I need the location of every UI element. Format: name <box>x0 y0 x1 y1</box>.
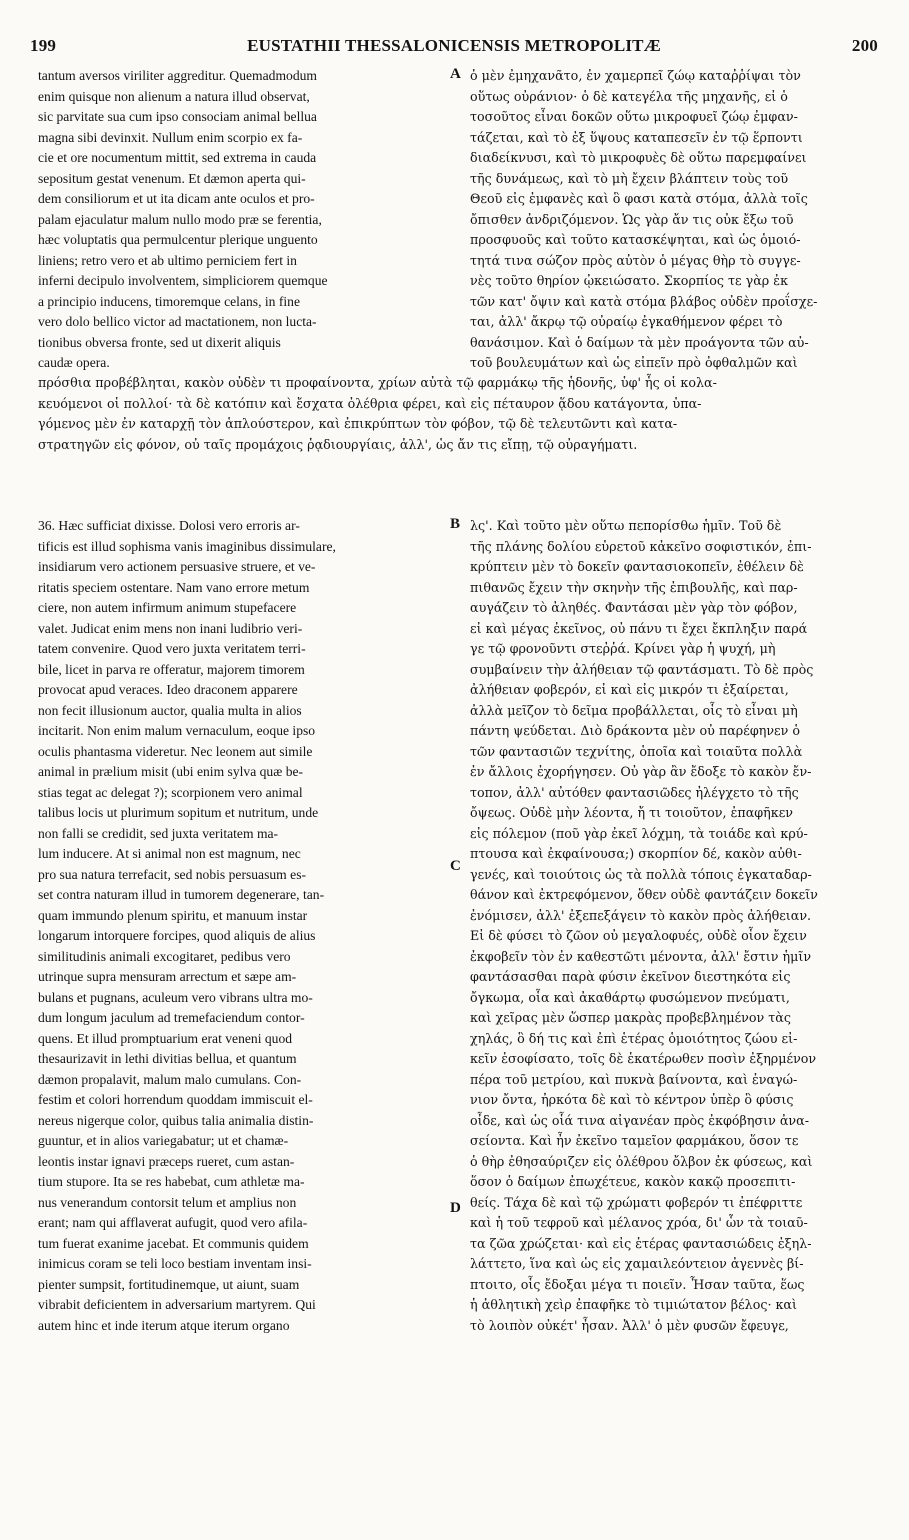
greek-line: νιον ὄντα, ἠρκότα δὲ καὶ τὸ κέντρον ὑπὲρ ὃ φύσις <box>470 1092 794 1107</box>
greek-line: συμβαίνειν τὴν ἀλήθειαν τῷ φαντάσματι. Τὸ δὲ πρὸς <box>470 661 814 677</box>
greek-line: λς'. Καὶ τοῦτο μὲν οὕτω πεπορίσθω ἡμῖν. Τοῦ δὲ <box>470 518 782 533</box>
latin-line: dem consiliorum et ut ita dicam ante oculos et pro- <box>38 191 315 206</box>
latin-line: inimicus coram se teli loco bestiam inventam insi- <box>38 1256 312 1271</box>
greek-line: ἐνόμισεν, ἀλλ' ἐξεπεξάγειν τὸ κακὸν πρὸς ἀλήθειαν. <box>470 907 812 923</box>
greek-line: προσφυοῦς καὶ τοῦτο κατασκέψηται, καὶ ὡς ὁμοιό- <box>470 232 801 247</box>
latin-line: cie et ore nocumentum mittit, sed extrema in cauda <box>38 150 317 165</box>
latin-line: a principio inducens, timoremque celans, in fine <box>38 293 300 309</box>
greek-line: πάντη ψεύδεται. Διὸ δράκοντα μὲν οὐ παρέφηνεν ὁ <box>470 723 800 738</box>
greek-line: ἀλλὰ μεῖζον τὸ δεῖμα προβάλλεται, οἷς τὸ εἶναι μὴ <box>470 702 798 718</box>
section-marker-b: B <box>450 516 461 532</box>
latin-line: ciere, non autem infirmum animum stupefacere <box>38 600 297 615</box>
greek-line: καὶ ἡ τοῦ τεφροῦ καὶ μέλανος χρόα, δι' ὧν τὰ τοιαῦ- <box>470 1215 808 1230</box>
latin-line: quam immundo plenum spiritu, et manuum instar <box>38 907 308 923</box>
latin-line: liniens; retro vero et ab ultimo perniciem fert in <box>38 252 297 268</box>
greek-line: Θεοῦ εἰς ἐμφανὲς καὶ ὃ φασι κατὰ στόμα, ἀλλὰ τοῖς <box>470 191 808 206</box>
greek-line: νὲς τοῦτο θηρίον ᾠκειώσατο. Σκορπίος τε γὰρ ἐκ <box>470 273 788 288</box>
latin-line: tium stupore. Ita se res habebat, cum athletæ ma- <box>38 1174 305 1189</box>
latin-line: non falli se credidit, sed juxta veritatem ma- <box>38 825 279 841</box>
latin-line: incitarit. Non enim malum vernaculum, eoque ipso <box>38 723 316 738</box>
greek-line: ὁ μὲν ἐμηχανᾶτο, ἐν χαμερπεῖ ζώῳ καταῤῥίψαι τὸν <box>470 68 801 83</box>
greek-line: ἐκφοβεῖν τὸν ἐν καθεστῶτι μένοντα, ἀλλ' ἔστιν ἡμῖν <box>470 948 812 964</box>
latin-line: non fecit illusionum auctor, qualia multa in alios <box>38 702 302 718</box>
latin-line: palam ejaculatur malum nullo modo præ se ferentia, <box>38 211 322 227</box>
latin-line: vero dolo bellico victor ad mactationem, non lucta- <box>38 314 317 329</box>
page-number-right: 200 <box>851 36 878 55</box>
greek-line: πτουσα καὶ ἐκφαίνουσα;) σκορπίον δέ, κακὸν αὐθι- <box>470 846 802 861</box>
greek-line: θείς. Τάχα δὲ καὶ τῷ χρώματι φοβερόν τι ἐπέφριττε <box>470 1194 803 1210</box>
latin-line: pienter sumpsit, fortitudinemque, ut aiunt, suam <box>38 1276 300 1292</box>
greek-line: ἡ ἀθλητικὴ χεὶρ ἐπαφῆκε τὸ τιμιώτατον βέλος· καὶ <box>470 1297 797 1312</box>
latin-line: tificis est illud sophisma vanis imaginibus dissimulare, <box>38 538 336 554</box>
latin-line: ritatis speciem ostentare. Nam vano errore metum <box>38 579 310 595</box>
greek-line: ὁ θὴρ ἐθησαύριζεν εἰς ὀλέθρου ὄλβον ἐκ φύσεως, καὶ <box>470 1153 813 1169</box>
greek-line: γενές, καὶ τοιούτοις ὡς τὰ πολλὰ τόποις ἐγκαταδαρ- <box>470 866 812 882</box>
latin-line: insidiarum vero actionem persuasive struere, et ve- <box>38 559 316 574</box>
greek-full-line: πρόσθια προβέβληται, κακὸν οὐδὲν τι προφαίνοντα, χρίων αὐτὰ τῷ φαρμάκῳ τῆς ἡδονῆς, ὑφ' ἧς οἱ κολα- <box>38 375 717 390</box>
latin-line: thesaurizavit in lethi divitias bellua, et quantum <box>38 1051 297 1066</box>
greek-line: τητά τινα σώζον πρὸς αὐτὸν ὁ μέγας θὴρ τὸ συγγε- <box>470 252 801 268</box>
latin-line: tum fuerat exanime jacebat. Et communis quidem <box>38 1235 309 1251</box>
greek-full-line: γόμενος μὲν ἐν καταρχῇ τὸν ἁπλούστερον, καὶ ἐπικρύπτων τὸν φόβον, τῷ δὲ τελευτῶντι καὶ κατα- <box>38 416 678 431</box>
greek-line: αυγάζειν τὸ ἀληθές. Φαντάσαι μὲν γὰρ τὸν φόβον, <box>470 600 798 615</box>
greek-line: τῶν κατ' ὄψιν καὶ κατὰ στόμα βλάβος οὐδὲν προΐσχε- <box>470 293 818 309</box>
latin-line: tantum aversos viriliter aggreditur. Quemadmodum <box>38 68 317 83</box>
latin-line: tionibus obversa fronte, sed ut dixerit aliquis <box>38 334 281 350</box>
greek-column-top <box>470 66 876 374</box>
latin-line: tatem convenire. Quod vero juxta veritatem terri- <box>38 641 306 656</box>
greek-line: εἰς πόλεμον (ποῦ γὰρ ἐκεῖ λόχμη, τὰ τοιάδε καὶ κρύ- <box>470 825 808 841</box>
greek-line: τα ζῶα χρώζεται· καὶ εἰς ἑτέρας φαντασιώδεις ἐξηλ- <box>470 1235 812 1251</box>
greek-line: πέρα τοῦ μετρίου, καὶ πυκνὰ βαίνοντα, καὶ ἐναγώ- <box>470 1071 798 1087</box>
greek-line: τῆς πλάνης δολίου εὑρετοῦ κἀκεῖνο σοφιστικόν, ἐπι- <box>470 538 812 554</box>
greek-line: τοῦ βουλευμάτων καὶ ὡς εἰπεῖν πρὸ ὀφθαλμῶν καὶ <box>470 355 798 370</box>
latin-line: animal in prælium misit (ubi enim sylva quæ be- <box>38 764 304 779</box>
latin-column-top <box>38 66 444 374</box>
latin-line: caudæ opera. <box>38 355 110 370</box>
greek-full-line: στρατηγῶν εἰς φόνον, οὐ ταῖς προμάχοις ῥᾳδιουργίαις, ἀλλ', ὡς ἄν τις εἴπῃ, τῷ οὐραγήματι. <box>38 436 638 452</box>
greek-line: ἐν ἄλλοις ἐχορήγησεν. Οὐ γὰρ ἂν ἔδοξε τὸ κακὸν ἔν- <box>470 764 812 779</box>
latin-line: bulans et pugnans, aculeum vero vibrans ultra mo- <box>38 989 313 1005</box>
running-title: EUSTATHII THESSALONICENSIS METROPOLITÆ <box>247 36 661 55</box>
greek-line: λάττετο, ἵνα καὶ ὡς εἰς χαμαιλεόντειον ἀγεννὲς βί- <box>470 1256 804 1271</box>
latin-line: enim quisque non alienum a natura illud observat, <box>38 88 310 104</box>
greek-line: τοσοῦτος εἶναι δοκῶν οὕτω μικροφυεῖ ζώῳ ἐμφαν- <box>470 109 798 124</box>
latin-line: talibus locis ut plurimum sopitum et nutritum, unde <box>38 805 319 820</box>
greek-line: χηλάς, ὃ δή τις καὶ ἐπὶ ἑτέρας ὁμοιότητος ζώου εἰ- <box>470 1030 798 1046</box>
latin-line: quens. Et illud promptuarium erat veneni quod <box>38 1030 293 1046</box>
greek-line: καὶ χεῖρας μὲν ὥσπερ μακρὰς προβεβλημένον τὰς <box>470 1010 791 1025</box>
greek-line: τῶν φαντασιῶν τεχνίτης, ὁποῖα καὶ τοιαῦτα πολλὰ <box>470 743 803 759</box>
greek-line: ὅσον ὁ δαίμων ἐπωχέτευε, κακὸν κακῷ προσεπιτι- <box>470 1174 796 1189</box>
latin-line: leontis instar ignavi præceps rueret, cum astan- <box>38 1153 295 1169</box>
latin-line: bile, licet in parva re offeratur, majorem timorem <box>38 661 305 677</box>
greek-line: πτοιτο, οἷς ἔδοξαι μέγα τι ποιεῖν. Ἦσαν ταῦτα, ἕως <box>470 1276 805 1292</box>
latin-line: similitudinis animali excogitaret, pedibus vero <box>38 948 291 964</box>
greek-line: κρύπτειν μὲν τὸ δοκεῖν φαντασιοκοπεῖν, ἐθέλειν δὲ <box>470 559 804 574</box>
greek-line: θάνον καὶ ἐκτρεφόμενον, ὅθεν οὐδὲ φαντάζειν δοκεῖν <box>470 887 818 902</box>
running-header <box>30 36 878 60</box>
latin-line: autem hinc et inde iterum atque iterum organo <box>38 1317 290 1333</box>
latin-line: set contra naturam illud in tumorem degenerare, tan- <box>38 887 325 902</box>
greek-line: σείοντα. Καὶ ἦν ἐκεῖνο ταμεῖον φαρμάκου, ὅσον τε <box>470 1133 799 1148</box>
latin-line: pro sua natura terrefacit, sed nobis persuasum es- <box>38 866 307 882</box>
latin-line: lum inducere. At si animal non est magnum, nec <box>38 846 301 861</box>
greek-line: εἰ καὶ μέγας ἐκεῖνος, οὐ πάνυ τι ἔχει ἔκπληξιν παρά <box>470 620 808 636</box>
greek-line: πιθανῶς ἔχειν τὴν σκηνὴν τῆς ἐπιβουλῆς, καὶ παρ- <box>470 579 798 595</box>
latin-line: longarum intorquere forcipes, quod aliquis de alius <box>38 928 316 943</box>
greek-column-bottom <box>470 516 876 1336</box>
latin-line: nereus nigerque color, quibus talia animalia distin- <box>38 1112 314 1128</box>
latin-line: erant; nam qui afflaverat aufugit, quod vero afila- <box>38 1215 308 1230</box>
latin-line: oculis phantasma videretur. Nec leonem aut simile <box>38 743 313 759</box>
latin-line: valet. Judicat enim mens non inani ludibrio veri- <box>38 620 303 636</box>
latin-line: stias tegat ac delegat ?); scorpionem vero animal <box>38 784 303 800</box>
greek-line: οἶδε, καὶ ὡς οἷά τινα αἰγανέαν πρὸς ἐκφόβησιν ἀνα- <box>470 1112 809 1128</box>
latin-line: magna sibi devinxit. Nullum enim scorpio ex fa- <box>38 129 303 145</box>
greek-line: ται, ἀλλ' ἄκρῳ τῷ οὐραίῳ ἐγκαθήμενον φέρει τὸ <box>470 314 783 329</box>
latin-line: guuntur, et in alios variegabatur; ut et chamæ- <box>38 1133 289 1148</box>
greek-full-width-paragraph <box>38 373 876 455</box>
greek-line: ἀλήθειαν φοβερόν, εἰ καὶ εἰς μικρόν τι ἐξαίρεται, <box>470 682 789 697</box>
greek-line: τάζεται, καὶ τὸ ἐξ ὕψους καταπεσεῖν ἐν τῷ ἕρποντι <box>470 129 803 145</box>
greek-line: φαντάσασθαι παρὰ φύσιν ἐκεῖνον διεστηκότα εἰς <box>470 969 791 984</box>
section-marker-c: C <box>450 858 461 874</box>
latin-line: festim et colori horrendum quoddam immiscuit el- <box>38 1092 313 1107</box>
latin-line: hæc voluptatis qua permulcentur plerique unguento <box>38 232 318 247</box>
greek-line: Εἰ δὲ φύσει τὸ ζῶον οὐ μεγαλοφυές, οὐδὲ οἷον ἔχειν <box>470 928 807 943</box>
latin-line: nus venerandum contorsit telum et amplius non <box>38 1194 297 1210</box>
greek-line: διαδείκνυσι, καὶ τὸ μικροφυὲς δὲ οὕτω παρεμφαίνει <box>470 150 807 165</box>
greek-line: τὸ λοιπὸν οὐκέτ' ἦσαν. Ἀλλ' ὁ μὲν φυσῶν ἔφευγε, <box>470 1317 789 1333</box>
section-marker-d: D <box>450 1200 461 1216</box>
greek-line: γε τῷ φρονοῦντι στεῤῥά. Κρίνει γὰρ ἡ ψυχή, μὴ <box>470 641 776 656</box>
page-number-left: 199 <box>30 36 57 55</box>
latin-line: sepositum gestat venenum. Et dæmon aperta qui- <box>38 170 306 186</box>
latin-column-bottom <box>38 516 444 1336</box>
greek-line: ὄγκωμα, οἷα καὶ ἀκαθάρτῳ φυσώμενον πνεύματι, <box>470 989 790 1005</box>
greek-line: κεῖν ἐσοφίσατο, τοῖς δὲ ἑκατέρωθεν ποσὶν ἐξηρμένον <box>470 1051 817 1066</box>
latin-line: provocat apud veraces. Ideo draconem apparere <box>38 682 298 697</box>
greek-line: ὄπισθεν ἀνδριζόμενον. Ὡς γὰρ ἄν τις οὐκ ἔξω τοῦ <box>470 211 794 227</box>
latin-line: utrinque supra mensuram arrectum et sæpe am- <box>38 969 297 984</box>
section-marker-a: A <box>450 66 461 82</box>
greek-full-line: κευόμενοι οἱ πολλοί· τὰ δὲ κατόπιν καὶ ἔσχατα ὀλέθρια φέρει, καὶ εἰς πέταυρον ᾅδου κατάγοντα, ὑπα- <box>38 395 702 411</box>
latin-line: 36. Hæc sufficiat dixisse. Dolosi vero erroris ar- <box>38 518 300 533</box>
latin-line: inferni decipulo involventem, simpliciorem quemque <box>38 273 328 288</box>
greek-line: θανάσιμον. Καὶ ὁ δαίμων τὰ μὲν προάγοντα τῶν αὐ- <box>470 334 809 350</box>
latin-line: dum longum jaculum ad tremefaciendum contor- <box>38 1010 305 1025</box>
latin-line: dæmon propalavit, malum malo cumulans. Con- <box>38 1071 302 1087</box>
latin-line: vibrabit deficientem in adversarium martyrem. Qui <box>38 1297 316 1312</box>
greek-line: τοπον, ἀλλ' αὐτόθεν φαντασιῶδες ἠλέγχετο τὸ τῆς <box>470 784 799 800</box>
greek-line: τῆς δυνάμεως, καὶ τὸ μὴ ἔχειν βλάπτειν τοὺς τοῦ <box>470 170 789 186</box>
latin-line: sic parvitate sua cum ipso consociam animal bellua <box>38 109 317 124</box>
greek-line: οὕτως οὐράνιον· ὁ δὲ κατεγέλα τῆς μηχανῆς, εἰ ὁ <box>470 88 788 104</box>
greek-line: ὄψεως. Οὐδὲ μὴν λέοντα, ἤ τι τοιοῦτον, ἐπαφῆκεν <box>470 805 793 820</box>
